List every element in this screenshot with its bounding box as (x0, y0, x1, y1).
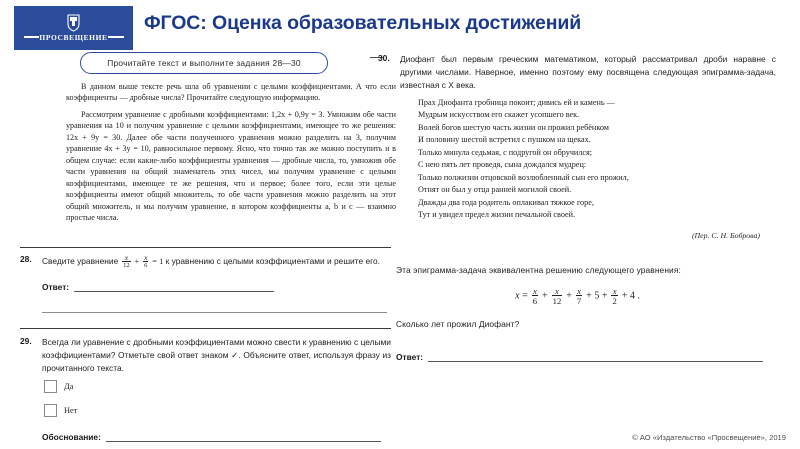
prosveshchenie-emblem-icon (66, 14, 81, 32)
article-paragraph-1: В данном выше тексте речь шла об уравнении с целыми коэффициентами. А что если коэффициенты — дробные числа? Прочитайте следующую информацию. (66, 82, 396, 103)
equation-term-3-numerator: x (577, 285, 581, 296)
task-29-checkbox-yes[interactable] (44, 380, 57, 393)
article-paragraph-2: Рассмотрим уравнение с дробными коэффициентами: 1,2x + 0,9y = 3. Умножим обе части уравнения на 10 и получим уравнение с целыми коэффициентами, имеющее то же решения: 12x + 9y = 30. Далее обе части полученного уравнения можно разделить на 3, получим уравнение 4x + 3y = 10, равносильное первому. Ясно, что точно так же можно поступить и в общем случае: если какие-либо коэффициенты уравнения — дробные числа, то, умножив обе части уравнения на общий знаменатель этих чисел, мы получим уравнение с целыми коэффициентами, имеющее те же решения, что и первое; более того, если эти целые коэффициенты имеют общий множитель, то обе части уравнения можно разделить на этот общий множитель, и мы получим уравнение, в котором коэффициенты a, b и c — взаимно простые числа. (66, 109, 396, 223)
publisher-logo (14, 6, 133, 50)
divider-above-task-28 (20, 247, 391, 248)
equation-equals-sign: = (522, 290, 528, 302)
article-text (66, 81, 396, 229)
equation-term-2-numerator: x (555, 285, 559, 296)
task-28-fraction-1-denominator: 12 (123, 261, 130, 269)
equation-lhs: x (515, 290, 520, 302)
equation-term-3-denominator: 7 (576, 295, 582, 306)
task-28-fraction-2 (143, 254, 148, 270)
equation-term-1-numerator: x (532, 285, 537, 296)
task-30-number: 30. (378, 53, 390, 63)
task-29-number: 29. (20, 336, 32, 346)
equation-term-5-numerator: x (612, 285, 617, 296)
task-30-answer-row[interactable] (396, 352, 763, 362)
emblem-svg (66, 14, 81, 32)
task-28-number: 28. (20, 254, 32, 264)
task-29-text: Всегда ли уравнение с дробными коэффициентами можно свести к уравнению с целыми коэффициентами? Отметьте свой ответ знаком ✓. Объясните ответ, используя фразу из прочитанного текста. (42, 337, 391, 374)
poem-line-3: Волей богов шестую часть жизни он прожил ребёнком (418, 122, 609, 132)
poem-line-7: Только полжизни отцовской возлюбленный сын его прожил, (418, 172, 629, 182)
task-28-answer-row[interactable] (42, 282, 274, 292)
equation-term-1-denominator: 6 (532, 295, 537, 306)
equation-term-3 (576, 287, 582, 306)
page-title: ФГОС: Оценка образовательных достижений (144, 12, 582, 34)
task-29-option-no-label: Нет (64, 406, 78, 415)
equation-term-4: 5 (594, 290, 600, 302)
task-29-option-yes-label: Да (64, 382, 74, 391)
read-text-instruction-badge (80, 52, 328, 74)
equation-plus-1: + (542, 290, 548, 302)
task-30-answer-input[interactable] (428, 352, 763, 362)
equation-lead-in: Эта эпиграмма-задача эквивалентна решению следующего уравнения: (396, 265, 681, 275)
equation-term-5 (611, 287, 617, 306)
task-28-extra-line[interactable] (42, 312, 387, 313)
equation-trailing-period: . (637, 290, 640, 302)
task-28-answer-label: Ответ: (42, 282, 70, 292)
poem-line-1: Прах Диофанта гробница покоит; дивись ей и камень — (418, 98, 615, 107)
read-text-instruction-label: Прочитайте текст и выполните задания 28—30 (107, 58, 301, 68)
equation-term-1 (532, 287, 538, 306)
task-28-fraction-1 (122, 254, 131, 270)
task-29-option-no[interactable] (44, 404, 77, 417)
equation-plus-5: + (621, 290, 628, 302)
task-30-answer-label: Ответ: (396, 352, 424, 362)
task-29-option-yes[interactable] (44, 380, 73, 393)
task-29-justification-input[interactable] (106, 432, 381, 442)
worksheet-body (0, 47, 800, 449)
poem-line-4: И половину шестой встретил с пушком на щеках. (418, 135, 591, 145)
task-30-intro: Диофант был первым греческим математиком, который рассматривал дроби наравне с другими числами. Наверное, именно поэтому ему посвящена следующая эпиграмма-задача, известная с X века. (400, 54, 776, 91)
task-28-text-after: к уравнению с целыми коэффициентами и решите его. (165, 256, 380, 267)
logo-rule-group (24, 32, 124, 42)
equation-term-6: 4 (629, 290, 635, 302)
task-30-question: Сколько лет прожил Диофант? (396, 319, 520, 329)
equation-plus-4: + (601, 290, 608, 302)
diophantus-epigram (418, 97, 768, 242)
task-28-text-before: Сведите уравнение (42, 256, 119, 267)
diophantus-equation (370, 287, 785, 306)
task-28-answer-input[interactable] (74, 282, 274, 292)
poem-translator-credit: (Пер. С. Н. Боброва) (691, 230, 760, 240)
logo-rule-left (24, 36, 40, 38)
task-28-body (42, 254, 391, 270)
poem-line-9: Дважды два года родитель оплакивал тяжкое горе, (418, 197, 594, 207)
equation-term-5-denominator: 2 (612, 295, 617, 306)
task-28-fraction-1-numerator: x (124, 252, 129, 262)
task-29-checkbox-no[interactable] (44, 404, 57, 417)
slide-header (0, 0, 800, 47)
logo-rule-right (108, 36, 124, 38)
equation-plus-2: + (566, 290, 572, 302)
task-29-justification-label: Обоснование: (42, 432, 101, 442)
poem-line-5: Только минула седьмая, с подругой он обручился; (418, 147, 593, 157)
task-28-equals: = 1 (152, 257, 164, 267)
equation-term-2-denominator: 12 (552, 295, 562, 306)
copyright-footer: © АО «Издательство «Просвещение», 2019 (632, 433, 786, 442)
task-28-plus-sign: + (134, 257, 140, 267)
equation-plus-3: + (586, 290, 592, 302)
poem-line-6: С нею пять лет проведя, сына дождался мудрец: (418, 160, 587, 170)
poem-line-2: Мудрым искусством его скажет усопшего век. (418, 110, 580, 120)
task-29-justification-row[interactable] (42, 432, 381, 442)
poem-line-8: Отнят он был у отца ранней могилой своей. (418, 185, 572, 195)
divider-above-task-29 (20, 328, 391, 329)
logo-wordmark: ПРОСВЕЩЕНИЕ (39, 33, 108, 42)
task-28-fraction-2-numerator: x (144, 252, 148, 262)
equation-term-2 (552, 287, 563, 306)
poem-line-10: Тут и увидел предел жизни печальной своей. (418, 210, 576, 220)
task-28-fraction-2-denominator: 6 (144, 261, 148, 269)
